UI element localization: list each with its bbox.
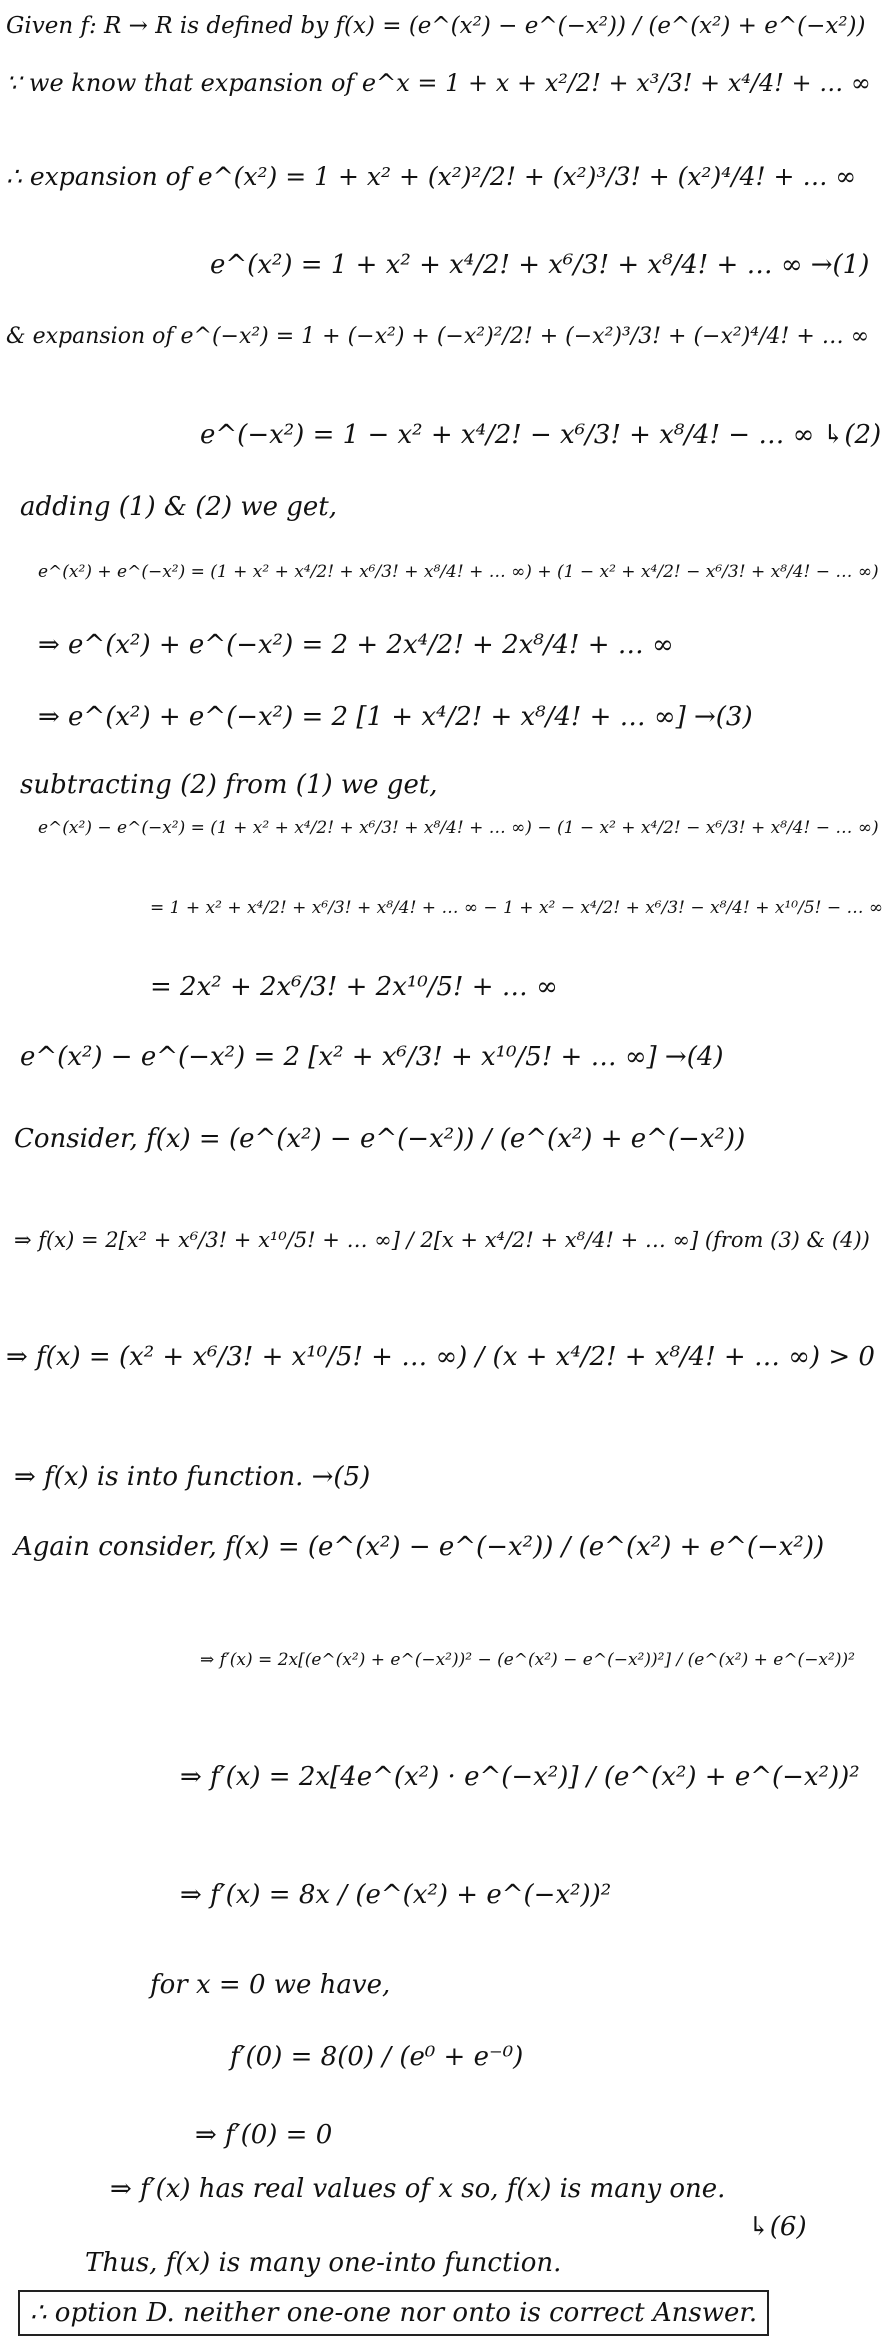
solution-line-text: ⇒ f′(x) = 2x[(e^(x²) + e^(−x²))² − (e^(x²) − e^(−x²))²] / (e^(x²) + e^(−x²))² xyxy=(200,1650,855,1670)
solution-line-text: = 1 + x² + x⁴/2! + x⁶/3! + x⁸/4! + … ∞ − 1 + x² − x⁴/2! + x⁶/3! − x⁸/4! + x¹⁰/5! − … ∞ xyxy=(150,898,884,918)
solution-line xyxy=(0,1222,891,1257)
solution-line-text: ⇒ f′(x) = 8x / (e^(x²) + e^(−x²))² xyxy=(180,1880,612,1910)
solution-line-text: subtracting (2) from (1) we get, xyxy=(20,770,438,800)
solution-line-text: e^(x²) − e^(−x²) = (1 + x² + x⁴/2! + x⁶/3! + x⁸/4! + … ∞) − (1 − x² + x⁴/2! − x⁶/3! + x⁸/4! − … ∞) xyxy=(38,818,879,838)
solution-line xyxy=(0,552,891,589)
solution-line-text: f′(0) = 8(0) / (e⁰ + e⁻⁰) xyxy=(230,2042,524,2072)
solution-line xyxy=(0,490,891,524)
solution-line-text: ⇒ f′(0) = 0 xyxy=(195,2120,333,2150)
solution-line xyxy=(0,1530,891,1564)
solution-line-text: ⇒ f′(x) = 2x[4e^(x²) · e^(−x²)] / (e^(x²) + e^(−x²))² xyxy=(180,1762,860,1792)
solution-line xyxy=(0,1122,891,1156)
solution-line-text: ∵ we know that expansion of e^x = 1 + x + x²/2! + x³/3! + x⁴/4! + … ∞ xyxy=(6,69,871,97)
solution-line-text: e^(x²) + e^(−x²) = (1 + x² + x⁴/2! + x⁶/3! + x⁸/4! + … ∞) + (1 − x² + x⁴/2! − x⁶/3! + x⁸/4! − … ∞) xyxy=(38,562,879,582)
solution-line-text: Consider, f(x) = (e^(x²) − e^(−x²)) / (e^(x²) + e^(−x²)) xyxy=(14,1124,746,1154)
solution-line xyxy=(0,248,891,282)
solution-line xyxy=(0,66,891,100)
solution-line-text: ⇒ e^(x²) + e^(−x²) = 2 + 2x⁴/2! + 2x⁸/4! + … ∞ xyxy=(38,630,674,660)
solution-line-text: ⇒ f(x) = 2[x² + x⁶/3! + x¹⁰/5! + … ∞] / 2[x + x⁴/2! + x⁸/4! + … ∞] (from (3) & (4)) xyxy=(14,1228,870,1252)
solution-line xyxy=(0,888,891,925)
solution-line xyxy=(0,808,891,845)
solution-line-text: Thus, f(x) is many one-into function. xyxy=(85,2248,562,2278)
solution-line-text: ⇒ e^(x²) + e^(−x²) = 2 [1 + x⁴/2! + x⁸/4! + … ∞] →(3) xyxy=(38,702,753,732)
solution-line-text: e^(x²) = 1 + x² + x⁴/2! + x⁶/3! + x⁸/4! + … ∞ →(1) xyxy=(210,250,870,280)
solution-line xyxy=(0,1040,891,1074)
solution-line xyxy=(0,1878,891,1912)
solution-line xyxy=(0,2040,891,2074)
solution-line-text: adding (1) & (2) we get, xyxy=(20,492,338,522)
solution-line-text: Again consider, f(x) = (e^(x²) − e^(−x²)) / (e^(x²) + e^(−x²)) xyxy=(14,1532,825,1562)
solution-line-text: ∴ expansion of e^(x²) = 1 + x² + (x²)²/2! + (x²)³/3! + (x²)⁴/4! + … ∞ xyxy=(6,162,857,191)
solution-line xyxy=(0,1340,891,1374)
solution-line xyxy=(0,768,891,802)
solution-line xyxy=(0,160,891,194)
solution-line xyxy=(0,418,891,452)
solution-line xyxy=(0,628,891,662)
solution-line-text: ⇒ f(x) = (x² + x⁶/3! + x¹⁰/5! + … ∞) / (x + x⁴/2! + x⁸/4! + … ∞) > 0 xyxy=(6,1342,875,1372)
solution-line xyxy=(0,2246,891,2280)
solution-line xyxy=(0,970,891,1004)
solution-line xyxy=(0,2210,891,2244)
solution-line xyxy=(0,8,891,43)
solution-line xyxy=(0,1968,891,2002)
final-answer-box: ∴ option D. neither one-one nor onto is correct Answer. xyxy=(18,2290,769,2336)
solution-line xyxy=(0,2172,891,2206)
solution-line-text: ⇒ f′(x) has real values of x so, f(x) is many one. xyxy=(110,2174,726,2204)
solution-line-text: = 2x² + 2x⁶/3! + 2x¹⁰/5! + … ∞ xyxy=(150,972,558,1002)
solution-line xyxy=(0,2118,891,2152)
solution-line-text: Given f: R → R is defined by f(x) = (e^(x²) − e^(−x²)) / (e^(x²) + e^(−x²)) xyxy=(6,13,866,39)
solution-line-text: ⇒ f(x) is into function. →(5) xyxy=(14,1462,371,1492)
solution-line xyxy=(0,1640,891,1677)
solution-line-text: ↳(6) xyxy=(748,2212,807,2242)
solution-line-text: for x = 0 we have, xyxy=(150,1970,391,2000)
solution-line xyxy=(0,1760,891,1794)
solution-line xyxy=(0,700,891,734)
solution-line-text: e^(x²) − e^(−x²) = 2 [x² + x⁶/3! + x¹⁰/5! + … ∞] →(4) xyxy=(20,1042,724,1072)
solution-line xyxy=(0,1460,891,1494)
solution-line xyxy=(0,318,891,354)
answer-row xyxy=(0,2290,891,2336)
solution-line-text: & expansion of e^(−x²) = 1 + (−x²) + (−x²)²/2! + (−x²)³/3! + (−x²)⁴/4! + … ∞ xyxy=(6,324,870,349)
solution-line-text: e^(−x²) = 1 − x² + x⁴/2! − x⁶/3! + x⁸/4! − … ∞ ↳(2) xyxy=(200,420,882,450)
